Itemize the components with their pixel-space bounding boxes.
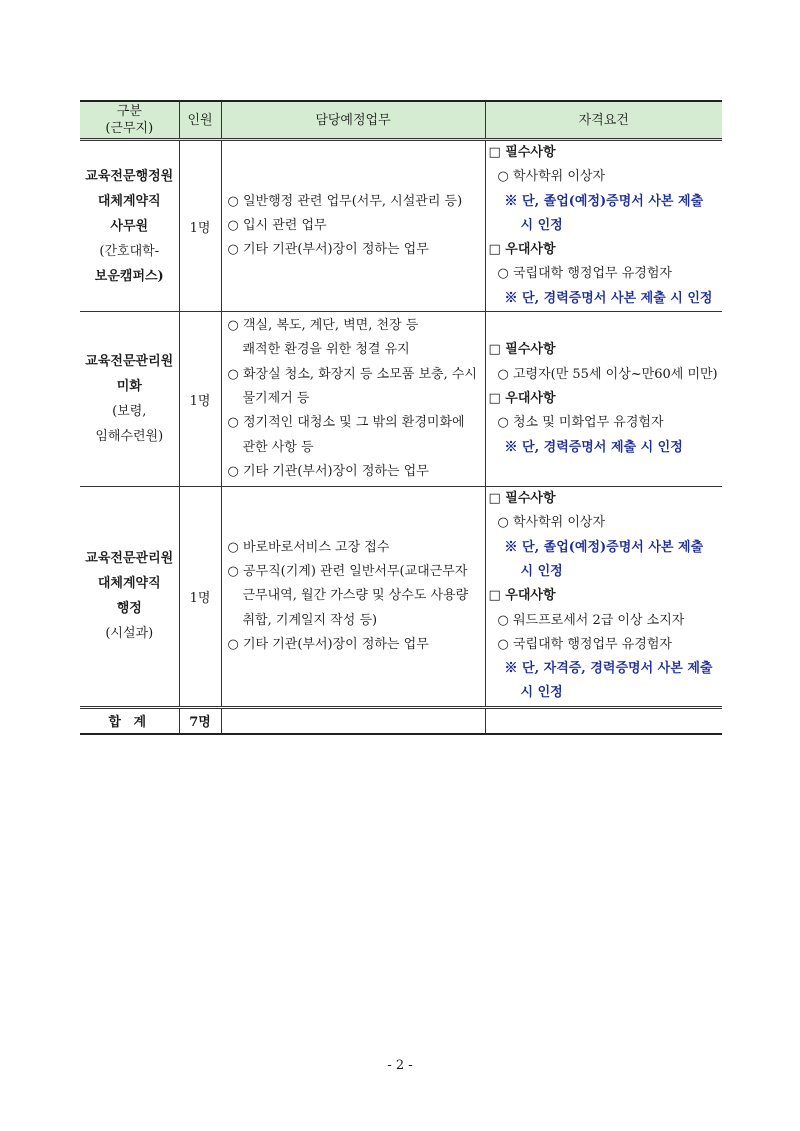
headcount-cell: 1명 bbox=[179, 140, 221, 312]
required-note: ※ 단, 졸업(예정)증명서 사본 제출 bbox=[504, 539, 704, 555]
duty-item-continuation: 취합, 기계일지 작성 등) bbox=[242, 612, 378, 628]
preferred-item: ○ 국립대학 행정업무 유경험자 bbox=[497, 266, 672, 282]
duty-item: ○ 기타 기관(부서)장이 정하는 업무 bbox=[227, 636, 429, 652]
position-cell bbox=[80, 487, 179, 708]
duty-item-continuation: 관한 사항 등 bbox=[242, 439, 314, 455]
position-job: 행정 bbox=[116, 601, 142, 617]
required-heading: □ 필수사항 bbox=[488, 491, 556, 507]
recruitment-table bbox=[80, 100, 722, 735]
bullet: ○ bbox=[227, 366, 239, 382]
required-item: ○ 고령자(만 55세 이상~만60세 미만) bbox=[497, 366, 718, 382]
duty-item: ○ 공무직(기계) 관련 일반서무(교대근무자 bbox=[227, 563, 468, 579]
duties-cell bbox=[221, 140, 485, 312]
qualifications-cell bbox=[485, 312, 722, 487]
required-note: 시 인정 bbox=[520, 563, 563, 579]
position-title: 교육전문행정원 bbox=[85, 168, 174, 184]
duty-item: ○ 입시 관련 업무 bbox=[227, 217, 327, 233]
position-location: 임해수련원) bbox=[95, 429, 164, 445]
bullet: ○ bbox=[227, 318, 239, 334]
position-location: (간호대학- bbox=[99, 243, 160, 259]
qualifications-cell bbox=[485, 487, 722, 708]
headcount-cell: 1명 bbox=[179, 312, 221, 487]
required-note: ※ 단, 졸업(예정)증명서 사본 제출 bbox=[504, 193, 704, 209]
duty-item-continuation: 근무내역, 월간 가스량 및 상수도 사용량 bbox=[242, 588, 469, 604]
total-empty-cell bbox=[221, 707, 485, 734]
bullet: ○ bbox=[227, 463, 239, 479]
header-qualifications: 자격요건 bbox=[485, 101, 722, 140]
duty-item: ○ 일반행정 관련 업무(서무, 시설관리 등) bbox=[227, 193, 463, 209]
duty-item: ○ 정기적인 대청소 및 그 밖의 환경미화에 bbox=[227, 415, 465, 431]
position-job: 사무원 bbox=[110, 218, 149, 234]
preferred-note: ※ 단, 경력증명서 제출 시 인정 bbox=[504, 439, 683, 455]
position-job: 미화 bbox=[116, 379, 142, 395]
bullet: ○ bbox=[227, 193, 239, 209]
total-row bbox=[80, 707, 722, 734]
duties-cell bbox=[221, 487, 485, 708]
preferred-item: ○ 워드프로세서 2급 이상 소지자 bbox=[497, 612, 685, 628]
header-headcount: 인원 bbox=[179, 101, 221, 140]
preferred-note: ※ 단, 경력증명서 사본 제출 시 인정 bbox=[504, 290, 713, 306]
bullet: ○ bbox=[227, 217, 239, 233]
header-row bbox=[80, 101, 722, 140]
preferred-item: ○ 청소 및 미화업무 유경험자 bbox=[497, 415, 664, 431]
duty-item-continuation: 쾌적한 환경을 위한 청결 유지 bbox=[242, 342, 410, 358]
preferred-heading: □ 우대사항 bbox=[488, 588, 556, 604]
header-category-line1: 구분 bbox=[116, 104, 142, 119]
position-type: 대체계약직 bbox=[97, 576, 161, 592]
position-location: 보운캠퍼스) bbox=[94, 268, 164, 284]
bullet: ○ bbox=[227, 415, 239, 431]
table-row bbox=[80, 140, 722, 312]
position-cell bbox=[80, 140, 179, 312]
required-item: ○ 학사학위 이상자 bbox=[497, 515, 606, 531]
duty-item-continuation: 물기제거 등 bbox=[242, 390, 310, 406]
required-heading: □ 필수사항 bbox=[488, 342, 556, 358]
duty-item: ○ 기타 기관(부서)장이 정하는 업무 bbox=[227, 463, 429, 479]
header-category-line2: (근무지) bbox=[105, 121, 154, 136]
bullet: ○ bbox=[227, 242, 239, 258]
preferred-note: ※ 단, 자격증, 경력증명서 사본 제출 bbox=[504, 661, 713, 677]
duties-cell bbox=[221, 312, 485, 487]
preferred-item: ○ 국립대학 행정업무 유경험자 bbox=[497, 636, 672, 652]
bullet: ○ bbox=[227, 539, 239, 555]
duty-item: ○ 화장실 청소, 화장지 등 소모품 보충, 수시 bbox=[227, 366, 477, 382]
headcount-cell: 1명 bbox=[179, 487, 221, 708]
required-note: 시 인정 bbox=[520, 217, 563, 233]
position-type: 대체계약직 bbox=[97, 193, 161, 209]
duty-item: ○ 기타 기관(부서)장이 정하는 업무 bbox=[227, 242, 429, 258]
bullet: ○ bbox=[227, 636, 239, 652]
total-empty-cell bbox=[485, 707, 722, 734]
total-label: 합 계 bbox=[80, 707, 179, 734]
position-location: (시설과) bbox=[105, 626, 154, 642]
required-heading: □ 필수사항 bbox=[488, 145, 556, 160]
required-item: ○ 학사학위 이상자 bbox=[497, 169, 606, 185]
header-category bbox=[80, 101, 179, 140]
preferred-heading: □ 우대사항 bbox=[488, 390, 556, 406]
duty-item: ○ 바로바로서비스 고장 접수 bbox=[227, 539, 390, 555]
position-title: 교육전문관리원 bbox=[85, 551, 174, 567]
qualifications-cell bbox=[485, 140, 722, 312]
total-count: 7명 bbox=[179, 707, 221, 734]
position-location: (보령, bbox=[112, 404, 147, 420]
table-row bbox=[80, 312, 722, 487]
preferred-heading: □ 우대사항 bbox=[488, 242, 556, 258]
table-row bbox=[80, 487, 722, 708]
bullet: ○ bbox=[227, 563, 239, 579]
duty-item: ○ 객실, 복도, 계단, 벽면, 천장 등 bbox=[227, 318, 419, 334]
position-title: 교육전문관리원 bbox=[85, 354, 174, 370]
preferred-note: 시 인정 bbox=[520, 685, 563, 701]
page-number: - 2 - bbox=[387, 1058, 413, 1073]
position-cell bbox=[80, 312, 179, 487]
header-duties: 담당예정업무 bbox=[221, 101, 485, 140]
